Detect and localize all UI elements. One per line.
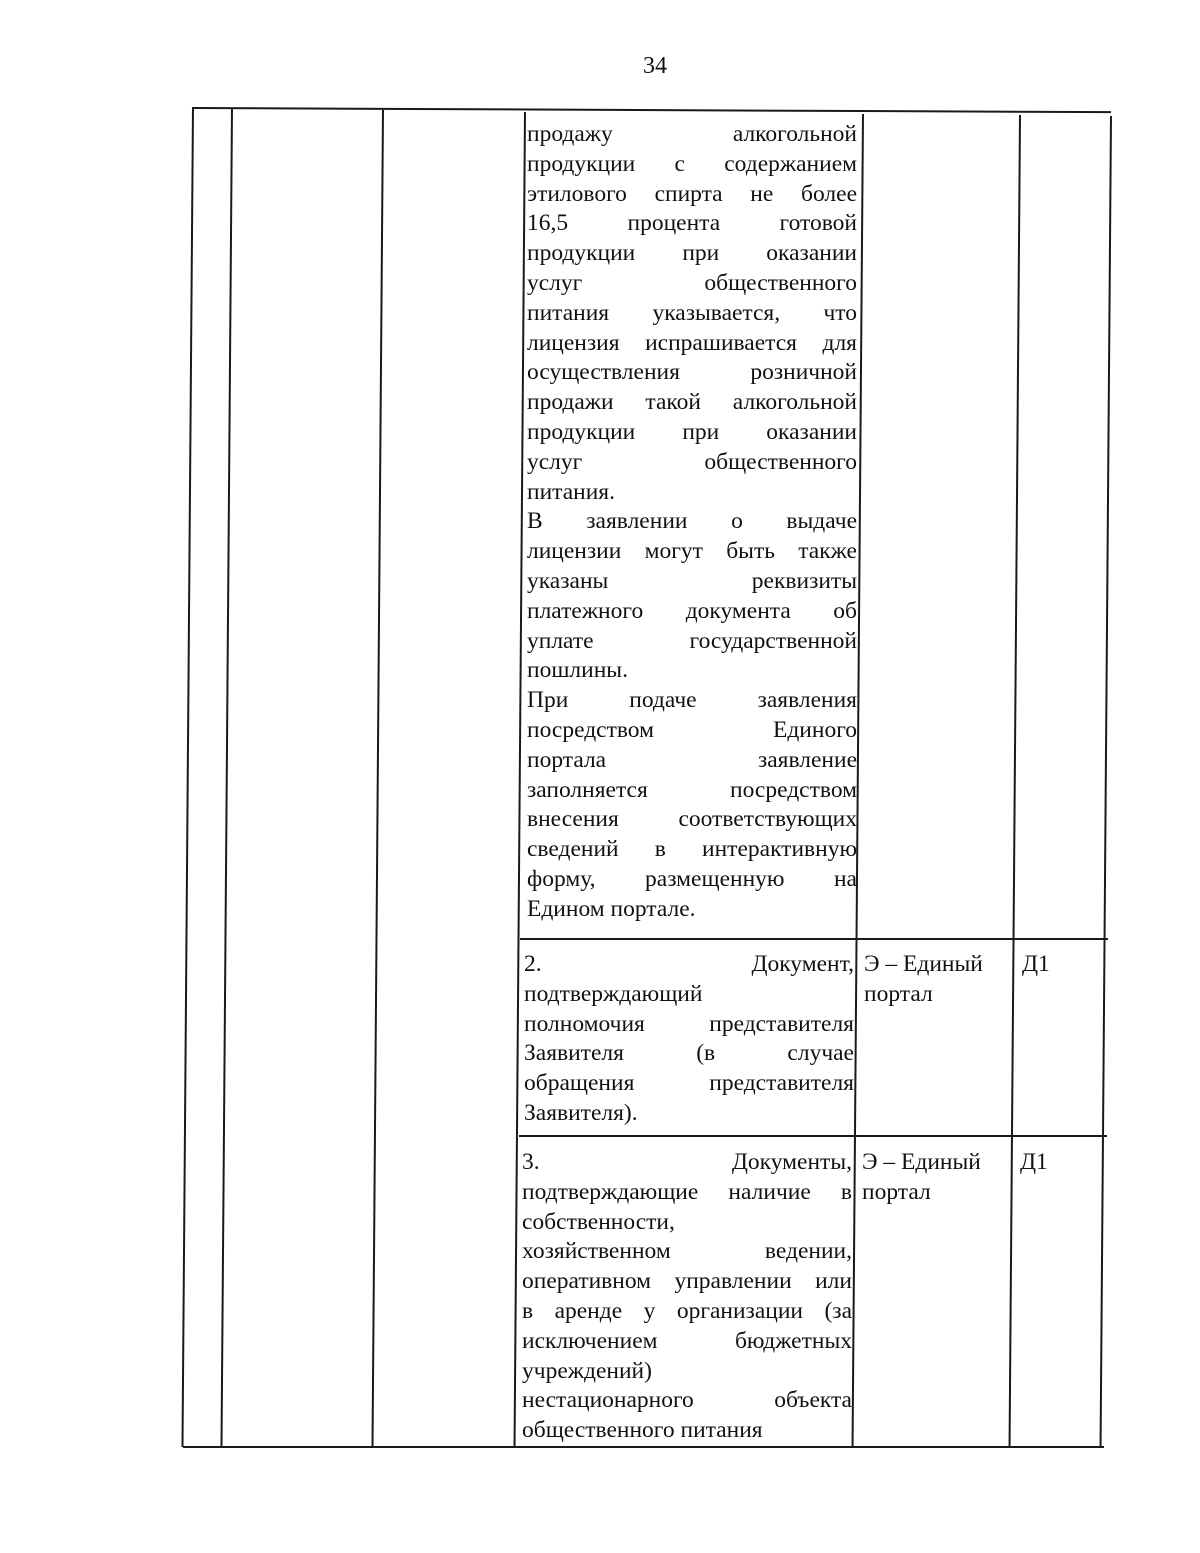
description-line: пошлины. xyxy=(527,657,628,684)
description-line: оперативном управлении или xyxy=(522,1268,852,1295)
method-line: Э – Единый xyxy=(862,1149,981,1175)
description-line: форму, размещенную на xyxy=(527,865,857,892)
description-line: собственности, xyxy=(522,1208,675,1235)
description-line: При подаче заявления xyxy=(527,687,857,714)
description-line: осуществления розничной xyxy=(527,359,857,386)
table-row-3-method xyxy=(862,1148,1012,1208)
description-line: продажу алкогольной xyxy=(527,121,857,147)
description-line: хозяйственном ведении, xyxy=(522,1238,852,1265)
description-line: портала заявление xyxy=(527,746,857,773)
description-line: продукции при оказании xyxy=(527,418,857,445)
description-line: исключением бюджетных xyxy=(522,1327,852,1354)
method-line: портал xyxy=(864,980,933,1007)
description-line: указаны реквизиты xyxy=(527,567,857,594)
table-row-2-code: Д1 xyxy=(1022,951,1050,977)
column-border xyxy=(371,110,383,1447)
table-top-border xyxy=(193,107,1111,113)
table-row-2-description xyxy=(524,950,854,1129)
row-border xyxy=(520,938,1108,940)
description-line: продукции при оказании xyxy=(527,240,857,267)
column-border xyxy=(220,108,232,1447)
description-line: питания указывается, что xyxy=(527,299,857,326)
description-line: продукции с содержанием xyxy=(527,150,857,177)
description-line: 3. Документы, xyxy=(522,1149,852,1175)
description-line: уплате государственной xyxy=(527,627,857,654)
method-line: Э – Единый xyxy=(864,951,983,977)
description-line: заполняется посредством xyxy=(527,776,857,803)
column-border xyxy=(1100,116,1112,1447)
description-line: 2. Документ, xyxy=(524,951,854,977)
table-row-3-description xyxy=(522,1148,852,1446)
description-line: Заявителя). xyxy=(524,1099,638,1126)
description-line: В заявлении о выдаче xyxy=(527,508,857,535)
description-line: Едином портале. xyxy=(527,895,696,922)
description-line: посредством Единого xyxy=(527,716,857,743)
method-line: портал xyxy=(862,1178,931,1205)
description-line: подтверждающие наличие в xyxy=(522,1178,852,1205)
description-line: учреждений) xyxy=(522,1357,652,1384)
table-row-3-code: Д1 xyxy=(1020,1149,1048,1175)
table-row-2-method xyxy=(864,950,1014,1010)
description-line: услуг общественного xyxy=(527,269,857,296)
description-line: платежного документа об xyxy=(527,597,857,624)
description-line: нестационарного объекта xyxy=(522,1387,852,1414)
column-border xyxy=(1009,115,1021,1447)
description-line: питания. xyxy=(527,478,615,505)
description-line: сведений в интерактивную xyxy=(527,836,857,863)
description-line: лицензии могут быть также xyxy=(527,538,857,565)
page-number: 34 xyxy=(643,53,667,79)
description-line: внесения соответствующих xyxy=(527,806,857,833)
description-line: общественного питания xyxy=(522,1417,763,1444)
description-line: полномочия представителя xyxy=(524,1010,854,1037)
description-line: продажи такой алкогольной xyxy=(527,389,857,416)
description-line: подтверждающий xyxy=(524,980,703,1007)
table-bottom-border xyxy=(183,1446,1104,1448)
description-line: услуг общественного xyxy=(527,448,857,475)
column-border xyxy=(181,107,193,1447)
description-line: лицензия испрашивается для xyxy=(527,329,857,356)
description-line: в аренде у организации (за xyxy=(522,1297,852,1324)
description-line: Заявителя (в случае xyxy=(524,1040,854,1067)
description-line: 16,5 процента готовой xyxy=(527,210,857,237)
description-line: обращения представителя xyxy=(524,1070,854,1097)
table-row-1-description xyxy=(527,120,857,925)
row-border xyxy=(519,1135,1107,1137)
description-line: этилового спирта не более xyxy=(527,180,857,207)
